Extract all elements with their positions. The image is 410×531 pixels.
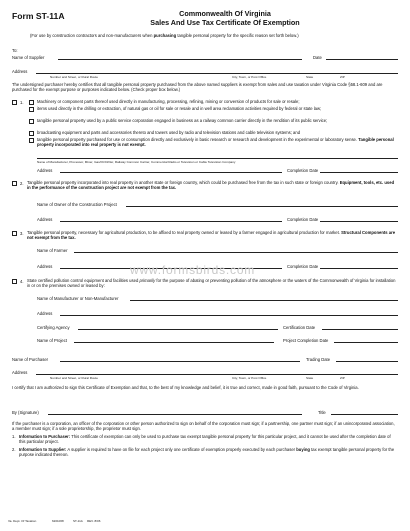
item3-address-label: Address bbox=[37, 264, 53, 269]
trading-date-field[interactable] bbox=[336, 361, 398, 362]
item4-text: State certified pollution control equipment and facilities used primarily for the purpose of abating or preventing pollution of the atmosphere or the waters of the Commonwealth of Virginia for installation in or on the premises owned or leased by: bbox=[27, 278, 396, 289]
item4-number: 4. bbox=[20, 279, 24, 284]
certification-intro: The undersigned purchaser hereby certifies that all tangible personal property purchased from the above named suppliers is exempt from sales and use taxation under Virginia Code §58.1-609 and are purchased for the exempt purpose or purposes indicated below. (Check proper box below.) bbox=[12, 82, 383, 93]
purchaser-address-label: Address bbox=[12, 370, 28, 375]
item4-checkbox[interactable] bbox=[12, 279, 17, 284]
purchaser-name-label: Name of Purchaser bbox=[12, 357, 49, 362]
item4-certification-date-field[interactable] bbox=[322, 329, 398, 330]
item1-checkbox[interactable] bbox=[12, 100, 17, 105]
item1-option2-checkbox[interactable] bbox=[29, 107, 34, 112]
declaration-text: I certify that I am authorized to sign this Certificate of Exemption and that, to the best of my knowledge and belief, it is true and correct, made in good faith, pursuant to the Code of Virginia. bbox=[12, 385, 359, 390]
item3-farmer-field[interactable] bbox=[74, 252, 398, 253]
to-label: To: bbox=[12, 48, 18, 53]
instruction1-text: Information to Purchaser: This certificate of exemption can only be used to purchase tax exempt tangible personal property for this particular project, and it cannot be used after the completion date of this particular project. bbox=[19, 434, 391, 445]
item1-option1: Machinery or component parts thereof used directly in manufacturing, processing, refining, mining or conversion of products for sale or resale; bbox=[37, 99, 300, 104]
item3-number: 3. bbox=[20, 231, 24, 236]
item1-address-field[interactable] bbox=[60, 172, 282, 173]
item1-option5: tangible personal property purchased for use or consumption directly and exclusively in basic research or research and development in the experimental or laboratory sense. Tangible personal property incorporated into real property is not exempt. bbox=[37, 137, 394, 148]
footer-agency: Va. Dept. Of Taxation bbox=[8, 519, 37, 523]
item2-completion-label: Completion Date bbox=[287, 217, 319, 222]
item1-option3-checkbox[interactable] bbox=[29, 119, 34, 124]
supplier-address-field[interactable] bbox=[36, 73, 398, 74]
item4-manufacturer-field[interactable] bbox=[130, 300, 398, 301]
item3-farmer-label: Name of Farmer bbox=[37, 248, 68, 253]
item3-completion-label: Completion Date bbox=[287, 264, 319, 269]
purchaser-address-field[interactable] bbox=[36, 374, 398, 375]
supplier-street-caption: Number and Street, or Rural Route bbox=[50, 75, 98, 79]
title-field[interactable] bbox=[331, 414, 398, 415]
item2-completion-field[interactable] bbox=[320, 221, 398, 222]
instruction2-text: Information to Supplier: A supplier is required to have on file for each project only one certificate of exemption properly executed by each purchaser buying tax exempt tangible personal property for the purpose indicated thereon. bbox=[19, 447, 395, 458]
item2-owner-field[interactable] bbox=[126, 206, 398, 207]
item1-number: 1. bbox=[20, 100, 24, 105]
instruction2-number: 2. bbox=[12, 447, 16, 452]
item1-option4-checkbox[interactable] bbox=[29, 131, 34, 136]
item2-number: 2. bbox=[20, 181, 24, 186]
item1-address-label: Address bbox=[37, 168, 53, 173]
item3-checkbox[interactable] bbox=[12, 231, 17, 236]
item1-completion-label: Completion Date bbox=[287, 168, 319, 173]
item4-agency-field[interactable] bbox=[78, 329, 278, 330]
supplier-city-caption: City, Town, or Post Office bbox=[232, 75, 267, 79]
item1-option1-checkbox[interactable] bbox=[29, 100, 34, 105]
item2-owner-label: Name of Owner of the Construction Project bbox=[37, 202, 117, 207]
supplier-name-field[interactable] bbox=[58, 59, 302, 60]
item2-address-label: Address bbox=[37, 217, 53, 222]
supplier-state-caption: State bbox=[306, 75, 314, 79]
item2-checkbox[interactable] bbox=[12, 181, 17, 186]
item1-completion-field[interactable] bbox=[320, 172, 398, 173]
item1-name-field[interactable] bbox=[37, 158, 398, 159]
item1-option3: tangible personal property used by a public service corporation engaged in business as a railway common carrier directly in the rendition of its public service; bbox=[37, 118, 328, 123]
item4-address-label: Address bbox=[37, 311, 53, 316]
purchaser-name-field[interactable] bbox=[60, 361, 300, 362]
form-number: Form ST-11A bbox=[12, 11, 65, 21]
supplier-address-label: Address bbox=[12, 69, 28, 74]
instruction1-number: 1. bbox=[12, 434, 16, 439]
item1-option5-checkbox[interactable] bbox=[29, 138, 34, 143]
item3-completion-field[interactable] bbox=[320, 268, 398, 269]
item1-name-caption: Name of Manufacturer, Processor, Miner, Gas/Oil Driller, Railway Common Carrier, Commercial Radio or Television or Cable Television Company bbox=[37, 160, 236, 164]
supplier-date-label: Date bbox=[313, 55, 322, 60]
item4-project-label: Name of Project bbox=[37, 338, 68, 343]
supplier-zip-caption: ZIP bbox=[340, 75, 345, 79]
footer-form: ST-11A bbox=[73, 519, 83, 523]
supplier-name-label: Name of Supplier bbox=[12, 55, 45, 60]
form-title-line2: Sales And Use Tax Certificate Of Exemption bbox=[150, 18, 300, 27]
usage-note: (For use by construction contractors and non-manufacturers when purchasing tangible personal property for the specific reason set forth below.) bbox=[30, 33, 299, 38]
form-title-line1: Commonwealth Of Virginia bbox=[179, 9, 271, 18]
footer-revision: REV. 8/06 bbox=[87, 519, 101, 523]
watermark: www.formsbirds.com bbox=[130, 263, 256, 277]
purchaser-state-caption: State bbox=[306, 376, 314, 380]
purchaser-street-caption: Number and Street, or Rural Route bbox=[50, 376, 98, 380]
item2-address-field[interactable] bbox=[60, 221, 282, 222]
purchaser-zip-caption: ZIP bbox=[340, 376, 345, 380]
item4-project-completion-field[interactable] bbox=[334, 342, 398, 343]
instructions-intro: If the purchaser is a corporation, an officer of the corporation or other person authorized to sign on behalf of the corporation must sign; if a partnership, one partner must sign; if an unincorporated association, a member must sign; if a sole proprietorship, the proprietor must sign. bbox=[12, 421, 395, 432]
item4-address-field[interactable] bbox=[60, 315, 398, 316]
item3-text: Tangible personal property, necessary for agricultural production, to be affixed to real property owned or leased by a farmer engaged in agricultural production for market. Structural Components are not exempt from the tax. bbox=[27, 230, 396, 241]
item4-agency-label: Certifying Agency bbox=[37, 325, 70, 330]
signature-label: By (Signature) bbox=[12, 410, 39, 415]
trading-date-label: Trading Date bbox=[306, 357, 331, 362]
supplier-date-field[interactable] bbox=[326, 59, 398, 60]
footer-code: 6201068 bbox=[52, 519, 64, 523]
signature-field[interactable] bbox=[48, 414, 302, 415]
title-label: Title bbox=[318, 410, 326, 415]
item1-option4: broadcasting equipment and parts and accessories thereto and towers used by radio and television stations and cable television systems; and bbox=[37, 130, 301, 135]
item4-certification-date-label: Certification Date bbox=[283, 325, 316, 330]
item1-option2: items used directly in the drilling or extraction, of natural gas or oil for sale or resale and in well area reclamation activities required by federal or state law; bbox=[37, 106, 322, 111]
item4-project-field[interactable] bbox=[74, 342, 274, 343]
item2-text: Tangible personal property incorporated into real property in another state or foreign country, which could be purchased free from the tax in such state or foreign country. Equipment, tools, etc. used in the performance of the construction project are not exempt from the tax. bbox=[27, 180, 395, 191]
purchaser-city-caption: City, Town, or Post Office bbox=[232, 376, 267, 380]
item4-project-completion-label: Project Completion Date bbox=[283, 338, 329, 343]
item4-manufacturer-label: Name of Manufacturer or Non-Manufacturer bbox=[37, 296, 119, 301]
